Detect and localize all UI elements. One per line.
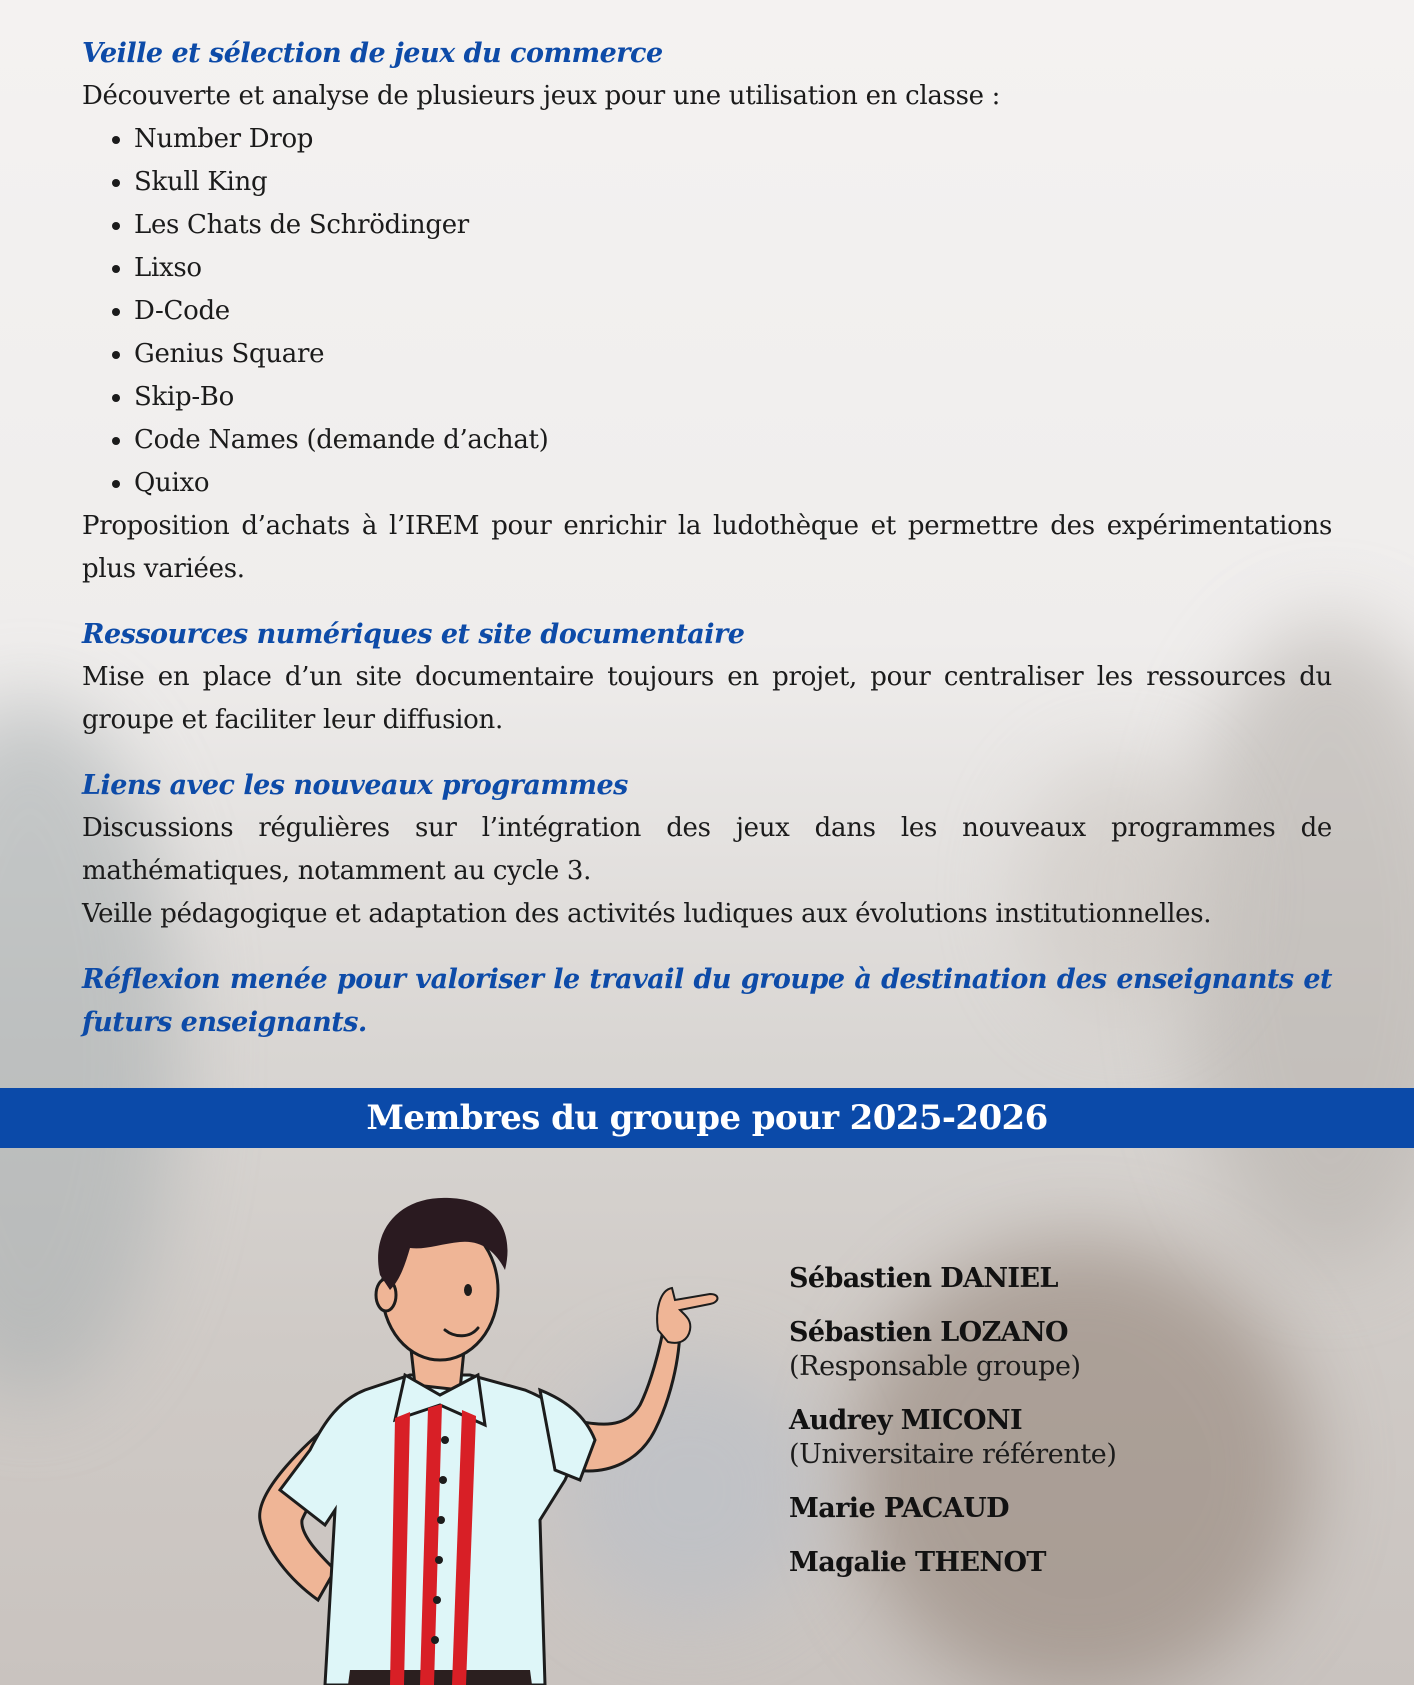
section-text: Veille pédagogique et adaptation des activités ludiques aux évolutions institutionnelles. [82, 899, 1212, 929]
list-item: • Skip-Bo [134, 376, 1332, 419]
member-item [789, 1492, 1309, 1526]
members-list [789, 1262, 1309, 1600]
list-item: • Quixo [134, 462, 1332, 505]
list-item: • Number Drop [134, 118, 1332, 161]
member-name: Marie PACAUD [789, 1493, 1009, 1524]
member-item [789, 1316, 1309, 1384]
list-item: • Code Names (demande d’achat) [134, 419, 1332, 462]
list-item: • Lixso [134, 247, 1332, 290]
member-name: Sébastien DANIEL [789, 1263, 1058, 1294]
section-games [82, 32, 1332, 591]
pointing-man-illustration [240, 1190, 760, 1685]
section-resources [82, 613, 1332, 742]
reflection-text: Réflexion menée pour valoriser le travail du groupe à destination des enseignants et futurs enseignants. [82, 964, 1332, 1038]
member-name: Sébastien LOZANO [789, 1317, 1068, 1348]
section-text: Discussions régulières sur l’intégration des jeux dans les nouveaux programmes de mathématiques, notamment au cycle 3. [82, 813, 1332, 886]
section-programs [82, 764, 1332, 936]
list-item: • Genius Square [134, 333, 1332, 376]
banner-title: Membres du groupe pour 2025-2026 [366, 1098, 1048, 1138]
games-list [82, 118, 1332, 505]
section-outro: Proposition d’achats à l’IREM pour enrichir la ludothèque et permettre des expérimentations plus variées. [82, 511, 1332, 584]
member-role: (Universitaire référente) [789, 1439, 1117, 1470]
section-text: Mise en place d’un site documentaire toujours en projet, pour centraliser les ressources du groupe et faciliter leur diffusion. [82, 662, 1332, 735]
section-reflection [82, 958, 1332, 1044]
list-item: • Les Chats de Schrödinger [134, 204, 1332, 247]
list-item: • Skull King [134, 161, 1332, 204]
member-item [789, 1262, 1309, 1296]
members-banner [0, 1088, 1414, 1148]
section-heading: Liens avec les nouveaux programmes [82, 770, 628, 801]
list-item: • D-Code [134, 290, 1332, 333]
section-intro: Découverte et analyse de plusieurs jeux pour une utilisation en classe : [82, 81, 1001, 111]
member-name: Audrey MICONI [789, 1405, 1022, 1436]
member-item [789, 1404, 1309, 1472]
section-heading: Ressources numériques et site documentaire [82, 619, 745, 650]
section-heading: Veille et sélection de jeux du commerce [82, 38, 663, 69]
member-item [789, 1546, 1309, 1580]
member-name: Magalie THENOT [789, 1547, 1046, 1578]
member-role: (Responsable groupe) [789, 1351, 1081, 1382]
